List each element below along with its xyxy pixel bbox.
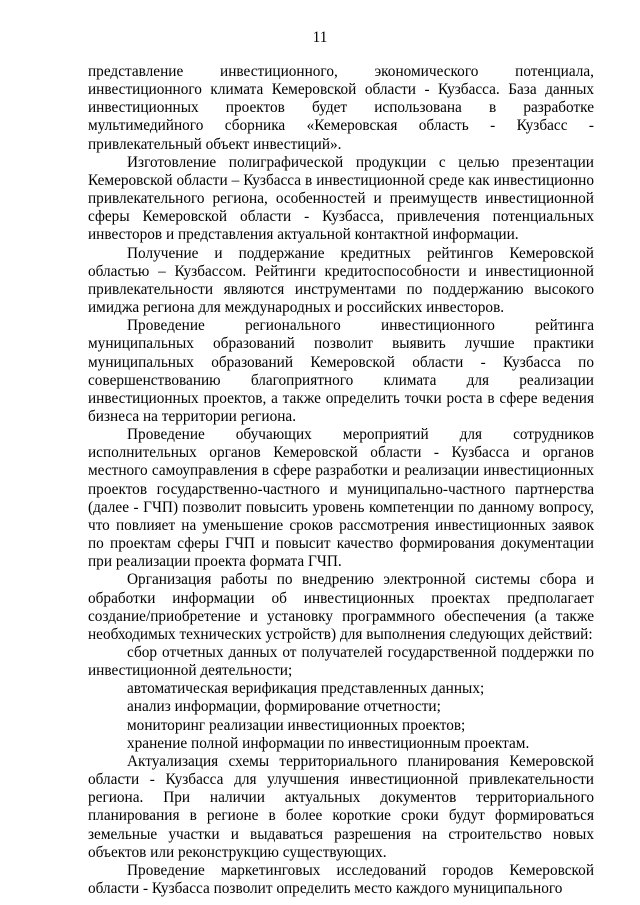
paragraph-training-events: Проведение обучающих мероприятий для сотрудников исполнительных органов Кемеровской области - Кузбасса и органов местного самоуправления в сфере разработки и реализации инвестиционных проектов государственно-частного и муниципально-частного партнерства (далее - ГЧП) позволит повысить уровень компетенции по данному вопросу, что повлияет на уменьшение сроков рассмотрения инвестиционных заявок по проектам сферы ГЧП и повысит качество формирования документации при реализации проекта формата ГЧП. [88, 426, 594, 571]
paragraph-marketing-research: Проведение маркетинговых исследований городов Кемеровской области - Кузбасса позволит определить место каждого муниципального [88, 861, 594, 898]
list-item-analysis: анализ информации, формирование отчетности; [127, 698, 441, 716]
page-number: 11 [312, 29, 328, 46]
list-item-storage: хранение полной информации по инвестиционным проектам. [127, 734, 530, 752]
list-item-monitoring: мониторинг реализации инвестиционных проектов; [127, 716, 466, 734]
paragraph-territorial-planning: Актуализация схемы территориального планирования Кемеровской области - Кузбасса для улучшения инвестиционной привлекательности региона. При наличии актуальных документов территориального планирования в регионе в более короткие сроки будут формироваться земельные участки и выдаваться разрешения на строительство новых объектов или реконструкцию существующих. [88, 752, 594, 861]
paragraph-municipal-rating: Проведение регионального инвестиционного рейтинга муниципальных образований позволит выявить лучшие практики муниципальных образований Кемеровской области - Кузбасса по совершенствованию благоприятного климата для реализации инвестиционных проектов, а также определить точки роста в сфере ведения бизнеса на территории региона. [88, 317, 594, 425]
paragraph-continuation: представление инвестиционного, экономического потенциала, инвестиционного климата Кемеровской области - Кузбасса. База данных инвестиционных проектов будет использована в разработке мультимедийного сборника «Кемеровская область - Кузбасс - привлекательный объект инвестиций». [88, 63, 594, 153]
paragraph-electronic-system: Организация работы по внедрению электронной системы сбора и обработки информации об инвестиционных проектах предполагает создание/приобретение и установку программного обеспечения (а также необходимых технических устройств) для выполнения следующих действий: [88, 571, 594, 643]
body-text [88, 63, 594, 898]
paragraph-printing-products: Изготовление полиграфической продукции с целью презентации Кемеровской области – Кузбасса в инвестиционной среде как инвестиционно привлекательного региона, особенностей и преимуществ инвестиционной сферы Кемеровской области - Кузбасса, привлечения потенциальных инвесторов и представления актуальной контактной информации. [88, 153, 594, 244]
list-item-data-collection: сбор отчетных данных от получателей государственной поддержки по инвестиционной деятельности; [88, 644, 594, 680]
list-item-verification: автоматическая верификация представленных данных; [127, 680, 485, 698]
paragraph-credit-ratings: Получение и поддержание кредитных рейтингов Кемеровской областью – Кузбассом. Рейтинги кредитоспособности и инвестиционной привлекательности являются инструментами по поддержанию высокого имиджа региона для международных и российских инвесторов. [88, 244, 594, 317]
